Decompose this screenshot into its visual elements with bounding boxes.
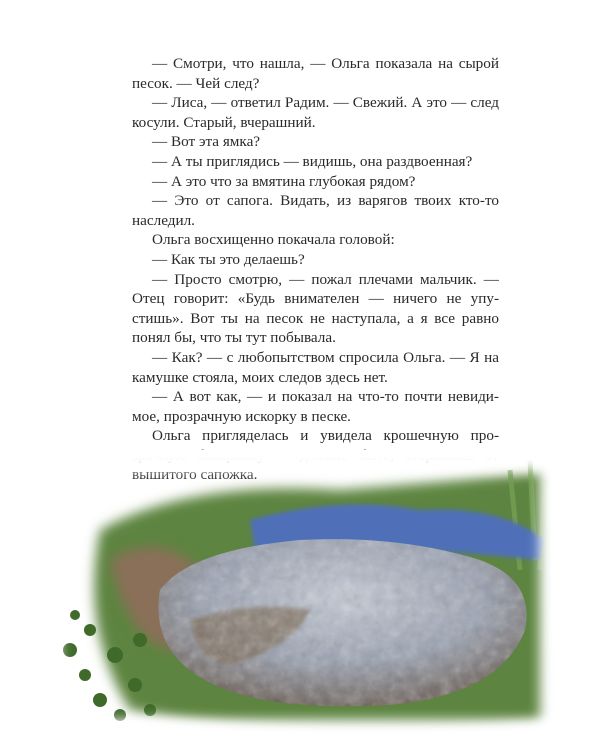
text-line: Отец говорит: «Будь внимателен — ничего не упу- <box>132 290 499 308</box>
text-line: — А вот как, — и показал на что-то почти невиди- <box>152 388 499 406</box>
text-line: — Просто смотрю, — пожал плечами мальчик. — <box>152 270 499 288</box>
stone <box>158 539 526 706</box>
text-line: песок. — Чей след? <box>132 74 260 92</box>
text-line: стишь». Вот ты на песок не наступала, а я все равно <box>132 309 499 327</box>
text-line: Ольга восхищенно покачала головой: <box>152 231 395 249</box>
text-line: — Вот эта ямка? <box>152 133 261 151</box>
text-line: — Как ты это делаешь? <box>152 250 305 268</box>
text-line: зрачную бисеринку — должно быть, оторвалась от <box>132 446 499 464</box>
text-line: мое, прозрачную искорку в песке. <box>132 407 351 425</box>
text-line: понял бы, что ты тут побывала. <box>132 329 336 347</box>
text-line: камушке стояла, моих следов здесь нет. <box>132 368 388 386</box>
text-line: наследил. <box>132 211 195 229</box>
text-line: — Это от сапога. Видать, из варягов твоих кто-то <box>152 192 499 210</box>
text-line: — Смотри, что нашла, — Ольга показала на сырой <box>152 55 499 72</box>
text-line: вышитого сапожка. <box>132 466 258 484</box>
book-text <box>132 54 499 485</box>
text-line: — Как? — с любопытством спросила Ольга. — Я на <box>152 348 499 366</box>
illustration-stone-by-water <box>40 450 560 740</box>
text-line: — А это что за вмятина глубокая рядом? <box>152 172 416 190</box>
text-line: косули. Старый, вчерашний. <box>132 113 316 131</box>
text-line: — А ты приглядись — видишь, она раздвоенная? <box>152 152 473 170</box>
text-line: Ольга пригляделась и увидела крошечную про- <box>152 427 499 445</box>
text-line: — Лиса, — ответил Радим. — Свежий. А это — след <box>152 94 499 112</box>
